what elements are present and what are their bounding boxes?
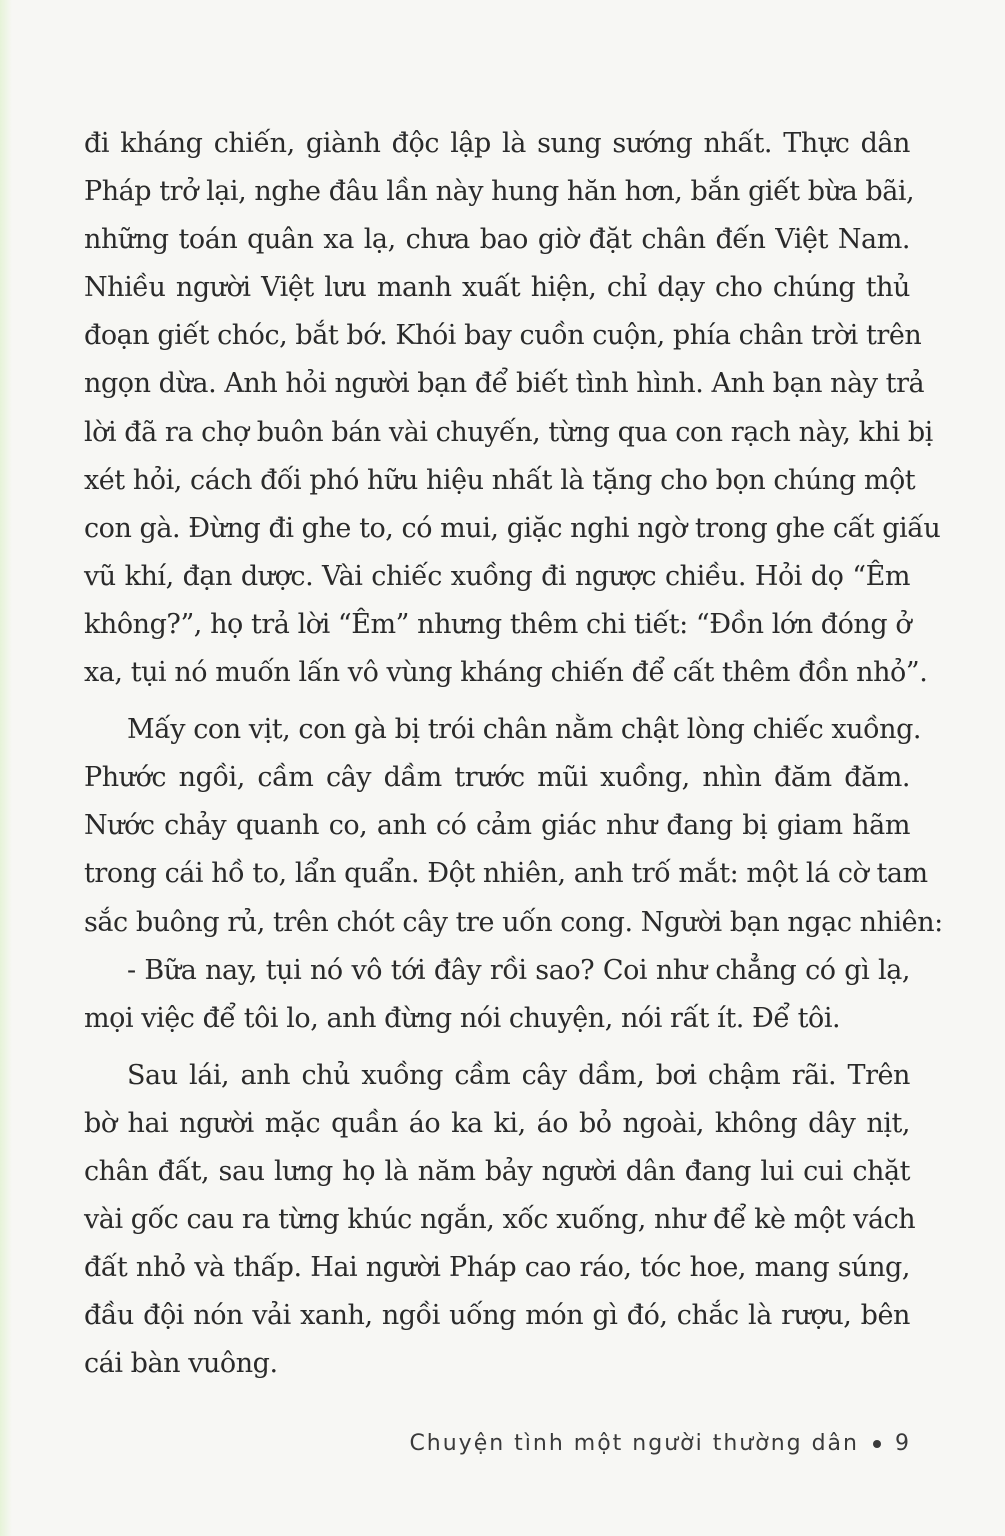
text-line: vũ khí, đạn dược. Vài chiếc xuồng đi ngược chiều. Hỏi dọ “Êm	[84, 560, 910, 592]
text-line: Nước chảy quanh co, anh có cảm giác như đang bị giam hãm	[84, 810, 910, 842]
paragraph	[84, 947, 910, 1043]
text-line: bờ hai người mặc quần áo ka ki, áo bỏ ngoài, không dây nịt,	[84, 1107, 910, 1139]
text-line: vài gốc cau ra từng khúc ngắn, xốc xuống, như để kè một vách	[84, 1204, 916, 1236]
text-line: Sau lái, anh chủ xuồng cầm cây dầm, bơi chậm rãi. Trên	[127, 1059, 910, 1091]
body-text	[84, 120, 943, 1388]
page-number: 9	[895, 1431, 911, 1456]
text-line: đoạn giết chóc, bắt bớ. Khói bay cuồn cuộn, phía chân trời trên	[84, 320, 922, 352]
text-line: cái bàn vuông.	[84, 1348, 278, 1380]
paragraph	[84, 706, 943, 946]
text-line: lời đã ra chợ buôn bán vài chuyến, từng qua con rạch này, khi bị	[84, 416, 933, 448]
text-line: trong cái hồ to, lẩn quẩn. Đột nhiên, anh trố mắt: một lá cờ tam	[84, 858, 928, 890]
text-line: Mấy con vịt, con gà bị trói chân nằm chật lòng chiếc xuồng.	[127, 714, 922, 746]
text-line: xa, tụi nó muốn lấn vô vùng kháng chiến để cất thêm đồn nhỏ”.	[84, 657, 928, 689]
text-line: không?”, họ trả lời “Êm” nhưng thêm chi tiết: “Đồn lớn đóng ở	[84, 608, 912, 640]
text-line: đi kháng chiến, giành độc lập là sung sướng nhất. Thực dân	[84, 128, 910, 159]
text-line: Phước ngồi, cầm cây dầm trước mũi xuồng, nhìn đăm đăm.	[84, 762, 910, 794]
text-line: đầu đội nón vải xanh, ngồi uống món gì đó, chắc là rượu, bên	[84, 1300, 910, 1332]
text-line: xét hỏi, cách đối phó hữu hiệu nhất là tặng cho bọn chúng một	[84, 464, 916, 496]
text-line: đất nhỏ và thấp. Hai người Pháp cao ráo, tóc hoe, mang súng,	[84, 1252, 910, 1284]
text-line: con gà. Đừng đi ghe to, có mui, giặc nghi ngờ trong ghe cất giấu	[84, 512, 941, 544]
text-line: chân đất, sau lưng họ là năm bảy người dân đang lui cui chặt	[84, 1155, 910, 1187]
text-line: những toán quân xa lạ, chưa bao giờ đặt chân đến Việt Nam.	[84, 224, 910, 256]
text-line: - Bữa nay, tụi nó vô tới đây rồi sao? Coi như chẳng có gì lạ,	[127, 954, 910, 986]
text-line: mọi việc để tôi lo, anh đừng nói chuyện, nói rất ít. Để tôi.	[84, 1002, 841, 1034]
text-line: Nhiều người Việt lưu manh xuất hiện, chỉ dạy cho chúng thủ	[84, 272, 910, 304]
running-title: Chuyện tình một người thường dân	[409, 1431, 859, 1456]
bullet-icon	[873, 1440, 881, 1448]
paragraph	[84, 120, 941, 697]
paragraph	[84, 1052, 916, 1389]
text-line: ngọn dừa. Anh hỏi người bạn để biết tình hình. Anh bạn này trả	[84, 368, 925, 400]
page-footer	[409, 1431, 911, 1456]
page-edge-shadow	[0, 0, 12, 1536]
text-line: sắc buông rủ, trên chót cây tre uốn cong. Người bạn ngạc nhiên:	[84, 906, 943, 938]
text-line: Pháp trở lại, nghe đâu lần này hung hăn hơn, bắn giết bừa bãi,	[84, 176, 915, 208]
